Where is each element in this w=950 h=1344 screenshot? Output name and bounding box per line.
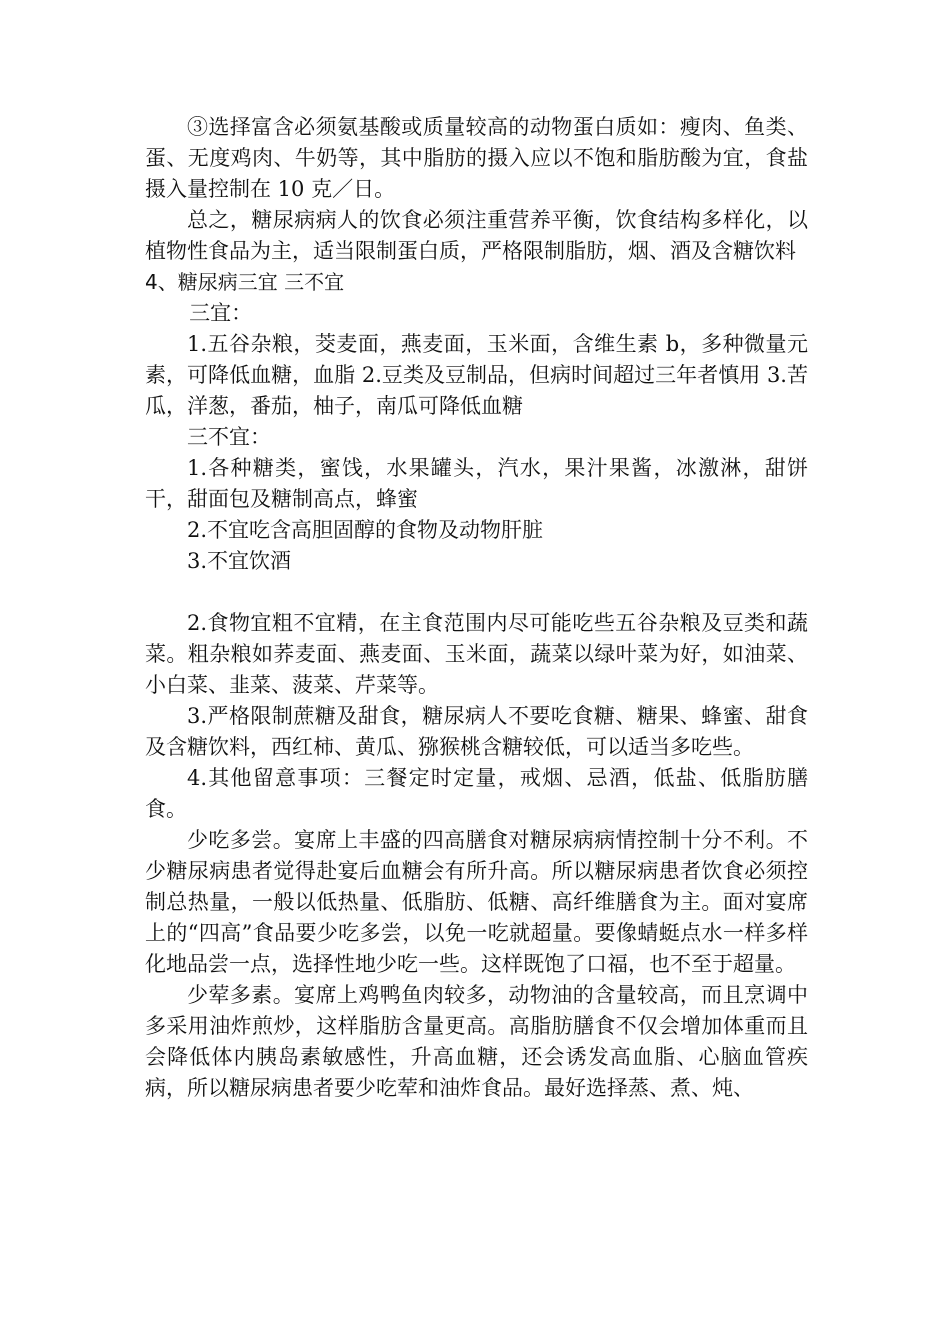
paragraph-suitable-foods: 1.五谷杂粮，茭麦面，燕麦面，玉米面，含维生素 b，多种微量元素，可降低血糖，血脂 2.豆类及豆制品，但病时间超过三年者慎用 3.苦瓜，洋葱，番茄，柚子，南瓜可降低血糖 [145, 332, 808, 418]
paragraph-limit-sugar: 3.严格限制蔗糖及甜食，糖尿病人不要吃食糖、糖果、蜂蜜、甜食及含糖饮料，西红柿、黄瓜、猕猴桃含糖较低，可以适当多吃些。 [145, 704, 808, 759]
paragraph-eat-less: 少吃多尝。宴席上丰盛的四高膳食对糖尿病病情控制十分不利。不少糖尿病患者觉得赴宴后血糖会有所升高。所以糖尿病患者饮食必须控制总热量，一般以低热量、低脂肪、低糖、高纤维膳食为主。面对宴席上的“四高”食品要少吃多尝，以免一吃就超量。要像蜻蜓点水一样多样化地品尝一点，选择性地少吃一些。这样既饱了口福，也不至于超量。 [145, 828, 808, 976]
paragraph-summary: 总之，糖尿病病人的饮食必须注重营养平衡，饮食结构多样化，以植物性食品为主，适当限制蛋白质，严格限制脂肪，烟、酒及含糖饮料 [145, 208, 808, 263]
section-heading: 4、糖尿病三宜 三不宜 [145, 270, 345, 294]
document-body [145, 112, 808, 1104]
paragraph-unsuitable-3: 3.不宜饮酒 [187, 549, 292, 573]
paragraph-less-meat: 少荤多素。宴席上鸡鸭鱼肉较多，动物油的含量较高，而且烹调中多采用油炸煎炒，这样脂肪含量更高。高脂肪膳食不仅会增加体重而且会降低体内胰岛素敏感性，升高血糖，还会诱发高血脂、心脑血管疾病，所以糖尿病患者要少吃荤和油炸食品。最好选择蒸、煮、炖、 [145, 983, 808, 1100]
paragraph-protein: ③选择富含必须氨基酸或质量较高的动物蛋白质如：瘦肉、鱼类、蛋、无度鸡肉、牛奶等，其中脂肪的摄入应以不饱和脂肪酸为宜，食盐摄入量控制在 10 克／日。 [145, 115, 808, 201]
paragraph-coarse-food: 2.食物宜粗不宜精，在主食范围内尽可能吃些五谷杂粮及豆类和蔬菜。粗杂粮如荞麦面、燕麦面、玉米面，蔬菜以绿叶菜为好，如油菜、小白菜、韭菜、菠菜、芹菜等。 [145, 611, 808, 697]
paragraph-other-notes: 4.其他留意事项：三餐定时定量，戒烟、忌酒，低盐、低脂肪膳食。 [145, 766, 808, 821]
blank-line [145, 577, 808, 608]
paragraph-unsuitable-2: 2.不宜吃含高胆固醇的食物及动物肝脏 [187, 518, 544, 542]
label-three-suitable: 三宜： [189, 301, 253, 325]
paragraph-unsuitable-1: 1.各种糖类，蜜饯，水果罐头，汽水，果汁果酱，冰激淋，甜饼干，甜面包及糖制高点，蜂蜜 [145, 456, 808, 511]
label-three-unsuitable: 三不宜： [187, 425, 271, 449]
